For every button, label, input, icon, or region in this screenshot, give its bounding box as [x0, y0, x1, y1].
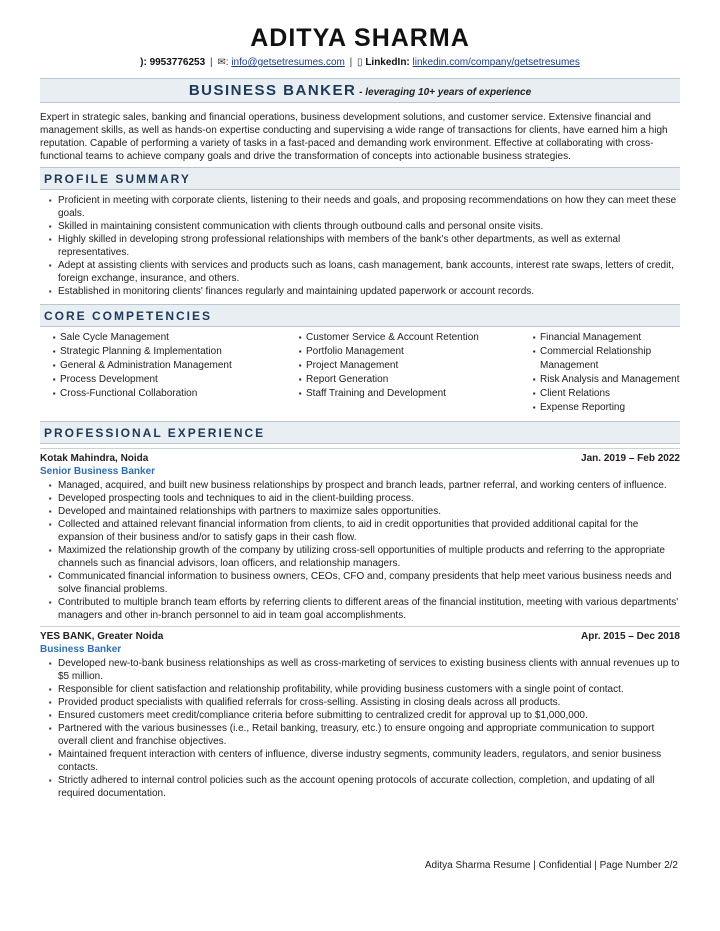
- list-item: • Developed and maintained relationships with partners to maximize sales opportunities.: [56, 505, 680, 518]
- separator: |: [209, 57, 213, 68]
- section-title: CORE COMPETENCIES: [44, 309, 213, 323]
- job-header: [40, 448, 680, 464]
- section-title: PROFILE SUMMARY: [44, 172, 191, 186]
- role-tagline: - leveraging 10+ years of experience: [356, 87, 532, 98]
- competencies-grid: [40, 331, 680, 415]
- list-item: • Highly skilled in developing strong professional relationships with members of the bank's other departments, as well as external representatives.: [56, 233, 680, 259]
- competency-item: • Expense Reporting: [540, 401, 680, 415]
- list-item: • Partnered with the various businesses (i.e., Retail banking, treasury, etc.) to ensure ongoing and appropriate communication to support overall client and franchise objectives.: [56, 722, 680, 748]
- summary-paragraph: Expert in strategic sales, banking and financial operations, business development solutions, and customer service. Extensive financial and management skills, as well as hands-on expertise conducting and supervising a wide range of transactions for clients, have earned him a high reputation. Capable of performing a variety of tasks in a fast-paced and demanding work environment. Effective at collaborating with cross-functional teams to achieve company goals and drive the transformation of concepts into actionable business strategies.: [40, 112, 668, 162]
- email-icon: ✉:: [217, 57, 229, 68]
- competency-item: • Project Management: [306, 359, 524, 373]
- job-duties-list: [40, 657, 680, 800]
- role-title-bar: [40, 78, 680, 103]
- list-item: • Collected and attained relevant financial information from clients, to aid in credit opportunities that provided additional capital for the expansion of their business and/or to satisfy gaps in their cash flow.: [56, 518, 680, 544]
- list-item: • Provided product specialists with qualified referrals for cross-selling. Assisting in closing deals across all products.: [56, 696, 680, 709]
- list-item: • Established in monitoring clients' finances regularly and maintaining updated paperwork or account records.: [56, 285, 680, 298]
- section-title: PROFESSIONAL EXPERIENCE: [44, 426, 266, 440]
- competency-item: • Report Generation: [306, 373, 524, 387]
- list-item: • Maintained frequent interaction with centers of influence, diverse industry segments, community leaders, regulators, and senior business contacts.: [56, 748, 680, 774]
- list-item: • Developed prospecting tools and techniques to aid in the client-building process.: [56, 492, 680, 505]
- list-item: • Responsible for client satisfaction and relationship profitability, while providing business customers with a single point of contact.: [56, 683, 680, 696]
- job-dates: Apr. 2015 – Dec 2018: [581, 631, 680, 642]
- competency-column: [44, 331, 290, 415]
- company-name: YES BANK, Greater Noida: [40, 631, 164, 642]
- competency-item: • Risk Analysis and Management: [540, 373, 680, 387]
- list-item: • Contributed to multiple branch team efforts by referring clients to different areas of the financial institution, meeting with various departments' managers and other in-branch personnel to aid in team goal accomplishments.: [56, 596, 680, 622]
- section-header-experience: [40, 421, 680, 444]
- list-item: • Adept at assisting clients with services and products such as loans, cash management, bank accounts, interest rate swaps, letters of credit, foreign exchange, insurance, and others.: [56, 259, 680, 285]
- competency-item: • Customer Service & Account Retention: [306, 331, 524, 345]
- list-item: • Strictly adhered to internal control policies such as the account opening protocols of accurate collection, completion, and updating of all required documentation.: [56, 774, 680, 800]
- linkedin-icon: ▯: [357, 57, 363, 68]
- competency-item: • Sale Cycle Management: [60, 331, 290, 345]
- competency-item: • Financial Management: [540, 331, 680, 345]
- profile-list: [40, 194, 680, 298]
- competency-column: [524, 331, 680, 415]
- job-duties-list: [40, 479, 680, 622]
- competency-item: • Strategic Planning & Implementation: [60, 345, 290, 359]
- list-item: • Maximized the relationship growth of the company by utilizing cross-sell opportunities of multiple products and referring to the appropriate channels such as financial advisors, loan officers, and relationship managers.: [56, 544, 680, 570]
- page-footer: Aditya Sharma Resume | Confidential | Page Number 2/2: [424, 860, 678, 871]
- job-title: Senior Business Banker: [40, 466, 156, 477]
- email-link[interactable]: info@getsetresumes.com: [231, 57, 345, 68]
- competency-item: • General & Administration Management: [60, 359, 290, 373]
- competency-item: • Cross-Functional Collaboration: [60, 387, 290, 401]
- list-item: • Ensured customers meet credit/compliance criteria before submitting to centralized credit for approval up to $1,000,000.: [56, 709, 680, 722]
- separator: |: [349, 57, 353, 68]
- contact-line: [40, 57, 680, 68]
- list-item: • Skilled in maintaining consistent communication with clients through outbound calls and personal onsite visits.: [56, 220, 680, 233]
- linkedin-link[interactable]: linkedin.com/company/getsetresumes: [412, 57, 580, 68]
- list-item: • Managed, acquired, and built new business relationships by prospect and branch leads, partner referral, and working centers of influence.: [56, 479, 680, 492]
- phone-number: ): 9953776253: [140, 57, 206, 68]
- competency-item: • Process Development: [60, 373, 290, 387]
- list-item: • Communicated financial information to business owners, CEOs, CFO and, company presidents that help meet various business needs and solve financial problems.: [56, 570, 680, 596]
- candidate-name: ADITYA SHARMA: [250, 24, 470, 52]
- job-title: Business Banker: [40, 644, 122, 655]
- list-item: • Developed new-to-bank business relationships as well as cross-marketing of services to existing business clients with annual revenues up to $5 million.: [56, 657, 680, 683]
- company-name: Kotak Mahindra, Noida: [40, 453, 149, 464]
- competency-column: [290, 331, 524, 415]
- list-item: • Proficient in meeting with corporate clients, listening to their needs and goals, and proposing recommendations on how they can meet these goals.: [56, 194, 680, 220]
- section-header-competencies: [40, 304, 680, 327]
- competency-item: • Client Relations: [540, 387, 680, 401]
- competency-item: • Portfolio Management: [306, 345, 524, 359]
- role-title: BUSINESS BANKER: [188, 82, 357, 99]
- linkedin-label: LinkedIn:: [365, 57, 410, 68]
- section-header-profile: [40, 167, 680, 190]
- job-header: [40, 626, 680, 642]
- competency-item: • Commercial Relationship Management: [540, 345, 680, 373]
- competency-item: • Staff Training and Development: [306, 387, 524, 401]
- job-dates: Jan. 2019 – Feb 2022: [581, 453, 680, 464]
